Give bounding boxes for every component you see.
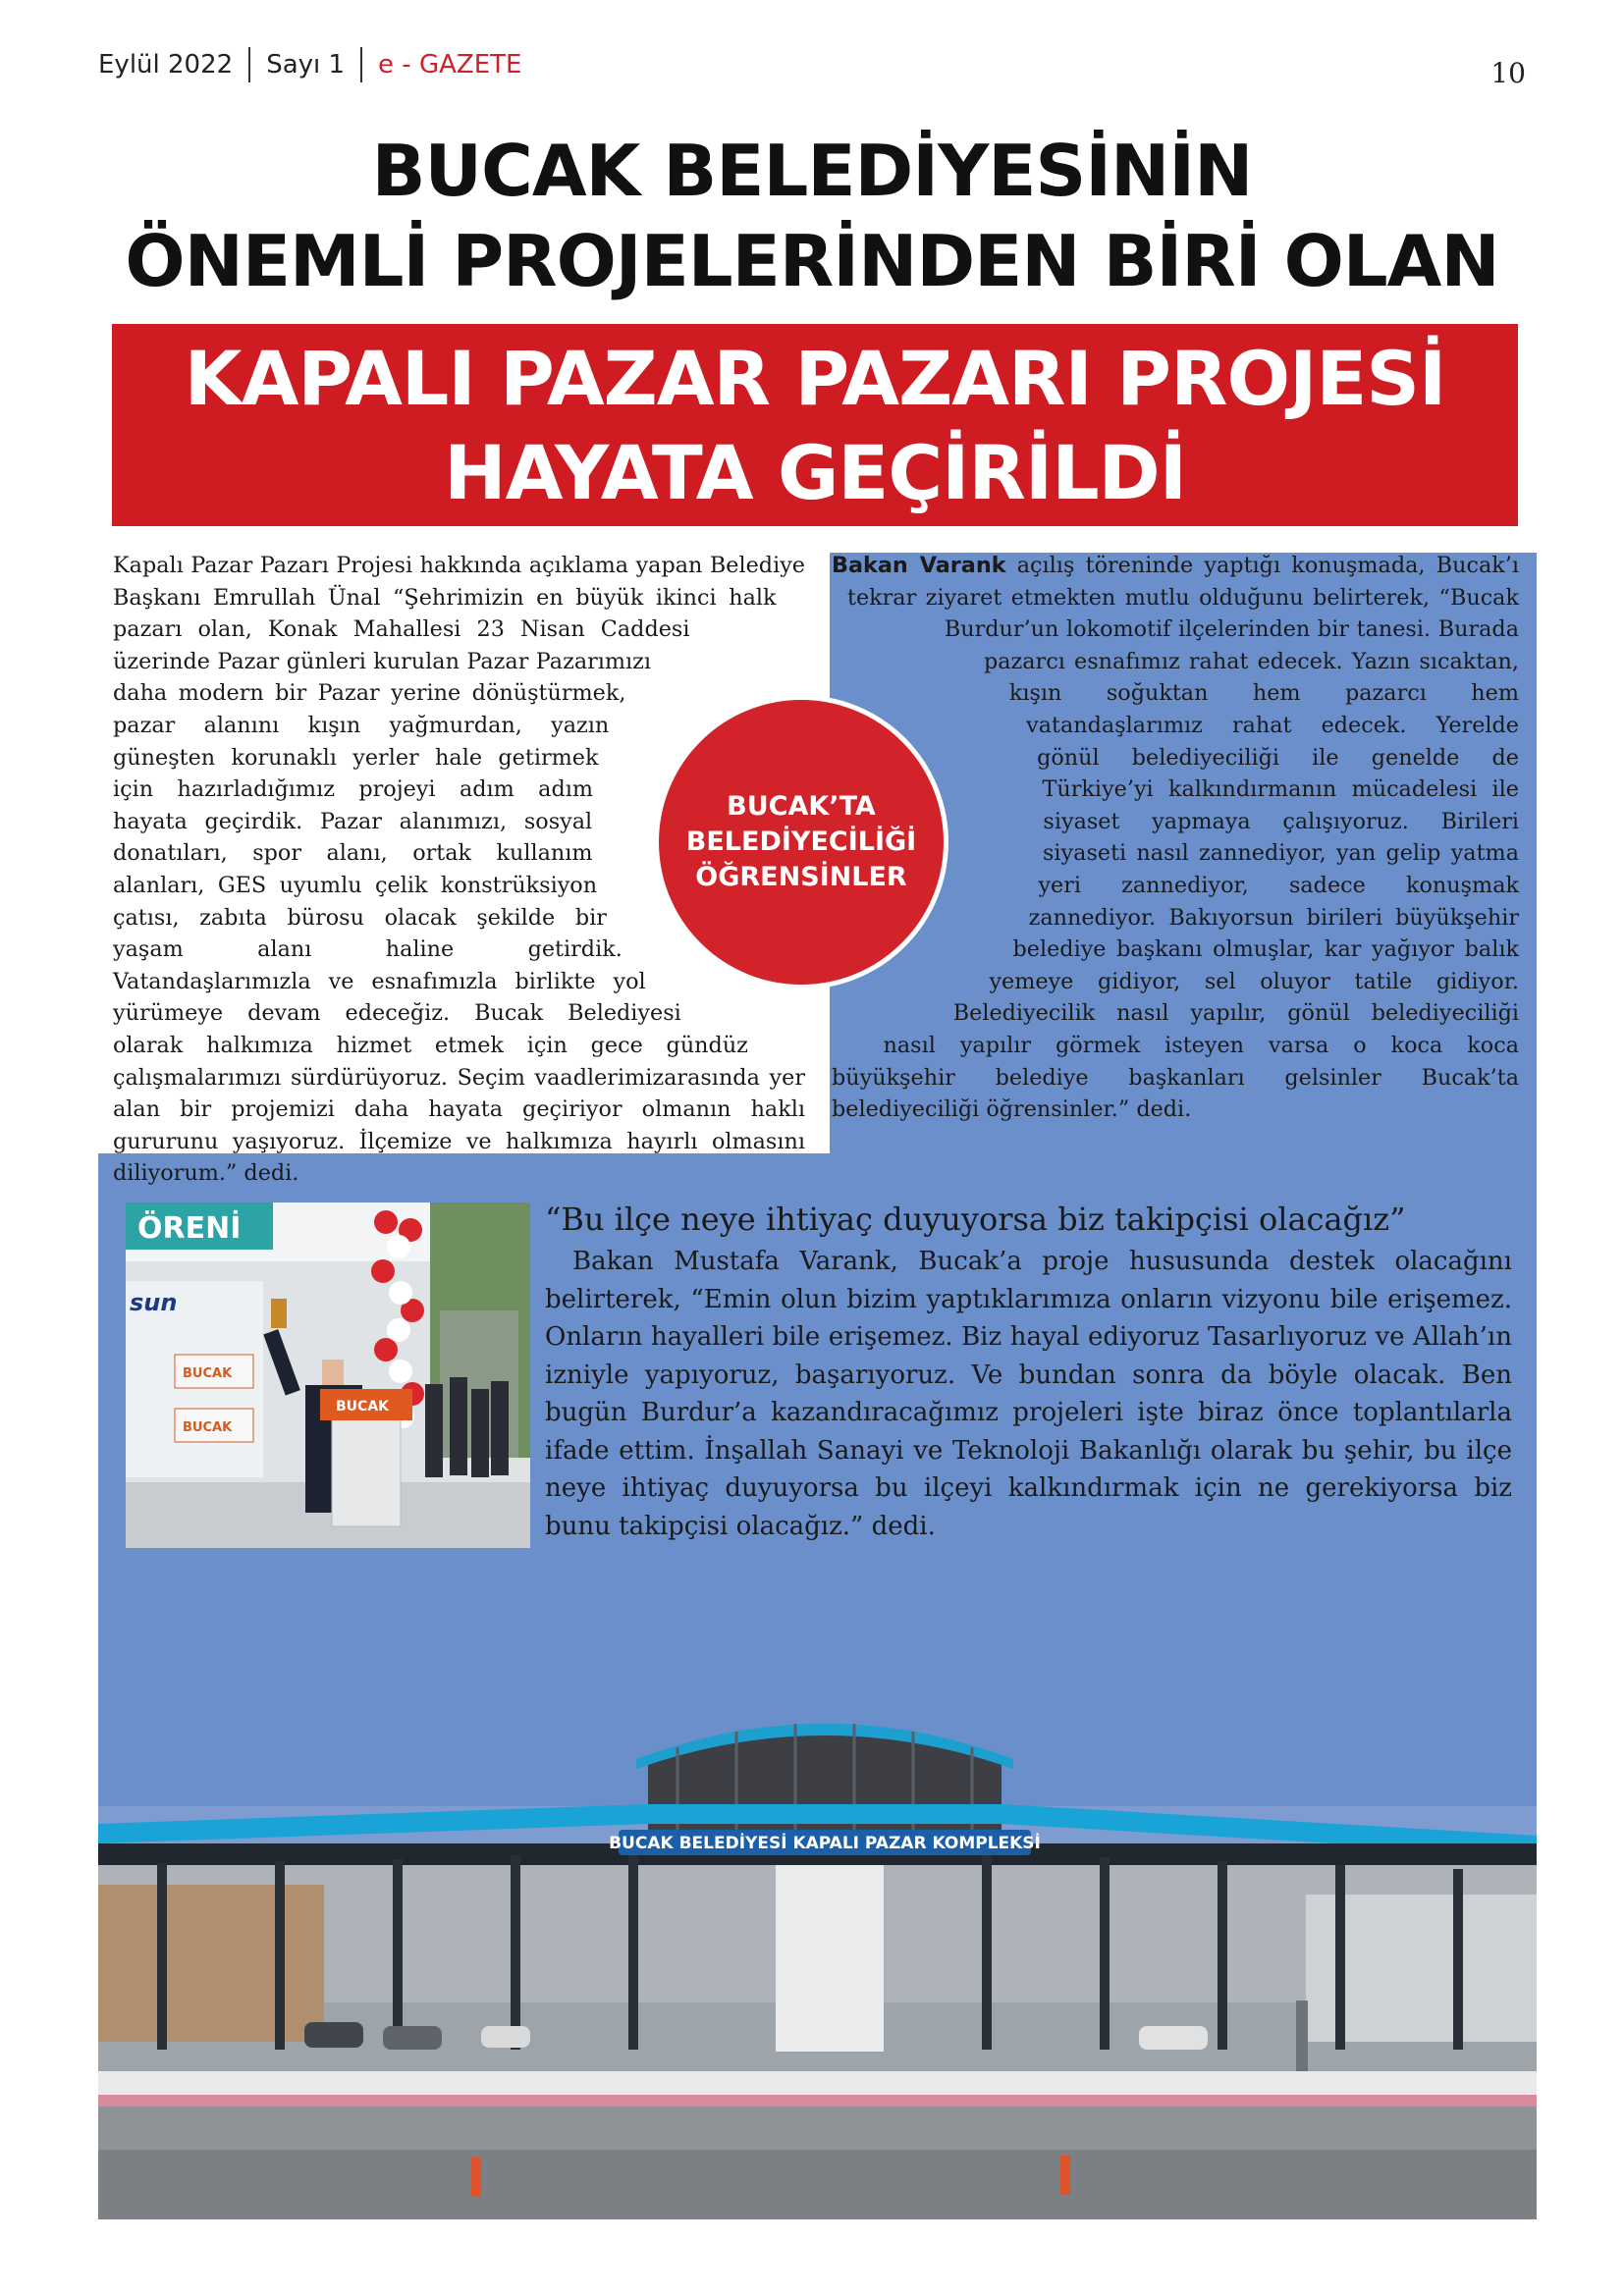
title-banner	[112, 324, 1518, 526]
banner-line-2: HAYATA GEÇİRİLDİ	[444, 429, 1186, 516]
market-complex-illustration	[98, 1688, 1537, 2219]
issue-number: Sayı 1	[266, 50, 346, 80]
quote-title: “Bu ilçe neye ihtiyaç duyuyorsa biz takipçisi olacağız”	[545, 1201, 1406, 1238]
headline-line-2: ÖNEMLİ PROJELERİNDEN BİRİ OLAN	[125, 220, 1499, 302]
photo-banner-text: ÖRENİ	[137, 1211, 242, 1246]
photo-board-logo: BUCAK	[183, 1366, 233, 1381]
page-number: 10	[1490, 57, 1526, 89]
callout-line-3: ÖĞRENSİNLER	[695, 862, 907, 892]
photo-board-logo: BUCAK	[183, 1420, 233, 1435]
photo-speaker-podium	[126, 1202, 530, 1548]
headline	[0, 126, 1624, 306]
speaker-name: Bakan Varank	[832, 553, 1006, 578]
banner-line-1: KAPALI PAZAR PAZARI PROJESİ	[184, 335, 1446, 422]
article-left-text: Kapalı Pazar Pazarı Projesi hakkında açıklama yapan Belediye Başkanı Emrullah Ünal “Şehrimizin en büyük ikinci halk pazarı olan, Konak Mahallesi 23 Nisan Caddesi üzerinde Pazar günleri kurulan Pazar Pazarımızı daha modern bir Pazar yerine dönüştürmek, pazar alanını kışın yağmurdan, yazın güneşten korunaklı yerler hale getirmek için hazırladığımız projeyi adım adım hayata geçirdik. Pazar alanımızı, sosyal donatıları, spor alanı, ortak kullanım alanları, GES uyumlu çelik konstrüksiyon çatısı, zabıta bürosu olacak şekilde bir yaşam alanı haline getirdik. Vatandaşlarımızla ve esnafımızla birlikte yol yürümeye devam edeceğiz. Bucak Belediyesi olarak halkımıza hizmet etmek için gece gündüz çalışmalarımızı sürdürüyoruz. Seçim vaadlerimizarasında yer alan bir projemizi daha hayata geçiriyor olmanın haklı gururunu yaşıyoruz. İlçemize ve halkımıza hayırlı olmasını diliyorum.” dedi.	[113, 553, 805, 1187]
headline-line-1: BUCAK BELEDİYESİNİN	[371, 130, 1253, 212]
quote-section	[545, 1200, 1512, 1545]
photo-market-complex	[98, 1688, 1537, 2219]
masthead-divider	[360, 47, 362, 82]
callout-line-1: BUCAK’TA	[727, 791, 876, 822]
photo-speaker-illustration	[126, 1202, 530, 1548]
edition-label: e - GAZETE	[378, 50, 522, 80]
podium-logo: BUCAK	[336, 1399, 389, 1415]
callout-circle	[654, 695, 948, 989]
callout-line-2: BELEDİYECİLİĞİ	[685, 827, 917, 857]
photo-sun-text: sun	[130, 1289, 178, 1316]
masthead-divider	[248, 47, 250, 82]
quote-body: Bakan Mustafa Varank, Bucak’a proje hususunda destek olacağını belirterek, “Emin olun bizim yaptıklarımıza onların vizyonu bile erişemez. Onların hayalleri bile erişemez. Biz hayal ediyoruz Tasarlıyoruz ve Allah’ın izniyle yapıyoruz, başarıyoruz. Ve bundan sonra da böyle olacak. Ben bugün Burdur’a kazandıracağımız projeleri işte biraz önce toplantılarla ifade ettim. İnşallah Sanayi ve Teknoloji Bakanlığı olarak bu şehir, bu ilçe neye ihtiyaç duyuyorsa bu ilçeyi kalkındırmak için ne gerekiyorsa biz bunu takipçisi olacağız.” dedi.	[545, 1247, 1512, 1541]
issue-date: Eylül 2022	[98, 50, 234, 80]
complex-sign-text: BUCAK BELEDİYESİ KAPALI PAZAR KOMPLEKSİ	[609, 1834, 1041, 1853]
masthead	[98, 45, 521, 84]
article-right-text: açılış töreninde yaptığı konuşmada, Bucak’ı tekrar ziyaret etmekten mutlu olduğunu belirterek, “Bucak Burdur’un lokomotif ilçelerinden bir tanesi. Burada pazarcı esnafımız rahat edecek. Yazın sıcaktan, kışın soğuktan hem pazarcı hem vatandaşlarımız rahat edecek. Yerelde gönül belediyeciliği ile genelde de Türkiye’yi kalkındırmanın mücadelesi ile siyaset yapmaya çalışıyoruz. Birileri siyaseti nasıl zannediyor, yan gelip yatma yeri zannediyor, sadece konuşmak zannediyor. Bakıyorsun birileri büyükşehir belediye başkanı olmuşlar, kar yağıyor balık yemeye gidiyor, sel oluyor tatile gidiyor. Belediyecilik nasıl yapılır, gönül belediyeciliği nasıl yapılır görmek isteyen varsa o koca koca büyükşehir belediye başkanları gelsinler Bucak’ta belediyeciliği öğrensinler.” dedi.	[832, 553, 1519, 1123]
